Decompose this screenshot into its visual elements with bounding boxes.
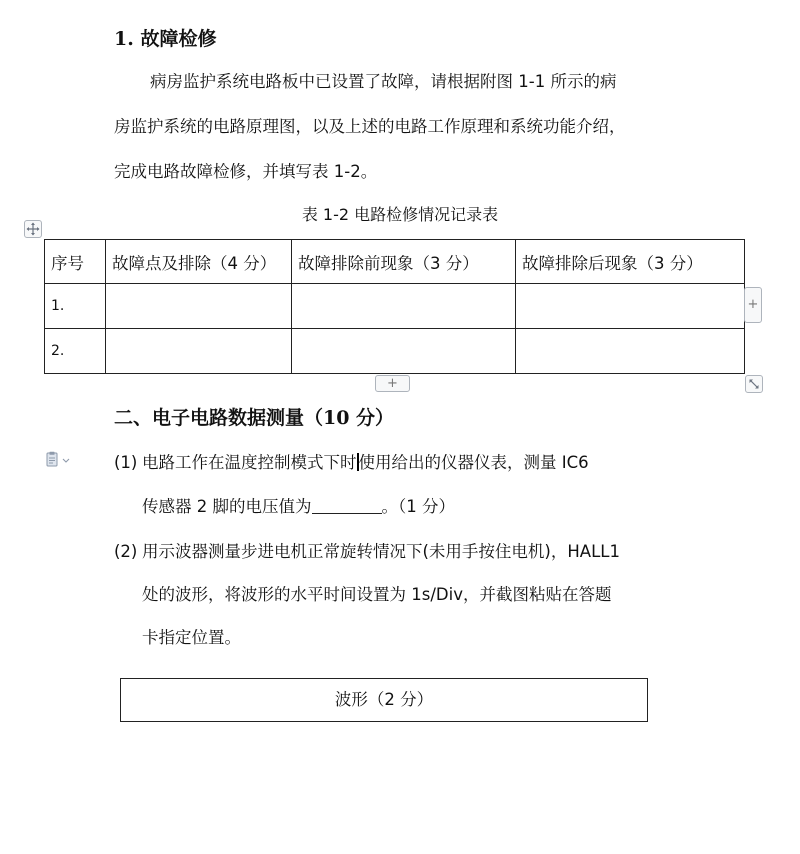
table-cell[interactable] bbox=[292, 329, 516, 374]
item-2-line-1: 用示波器测量步进电机正常旋转情况下(未用手按住电机)，HALL1 bbox=[142, 542, 620, 561]
table-cell[interactable] bbox=[516, 284, 745, 329]
table-header-row bbox=[45, 240, 745, 284]
waveform-box[interactable]: 波形（2 分） bbox=[120, 678, 648, 722]
header-cell-index[interactable]: 序号 bbox=[45, 240, 106, 284]
header-cell-before[interactable]: 故障排除前现象（3 分） bbox=[292, 240, 516, 284]
item-2-line-3: 卡指定位置。 bbox=[142, 628, 241, 647]
resize-icon bbox=[746, 376, 762, 392]
item-1-number: (1) bbox=[114, 453, 138, 472]
repair-record-table bbox=[44, 239, 745, 374]
table-cell[interactable]: 2. bbox=[45, 329, 106, 374]
move-handle-icon bbox=[25, 221, 41, 237]
table-resize-handle[interactable] bbox=[745, 375, 763, 393]
table-row bbox=[45, 329, 745, 374]
item-2-line-2: 处的波形，将波形的水平时间设置为 1s/Div，并截图粘贴在答题 bbox=[142, 585, 612, 604]
table-caption: 表 1-2 电路检修情况记录表 bbox=[301, 205, 499, 224]
table-cell[interactable] bbox=[292, 284, 516, 329]
item-1-line-1 bbox=[142, 451, 589, 475]
item-1-line-2 bbox=[142, 495, 455, 519]
paragraph-line-1: 病房监护系统电路板中已设置了故障，请根据附图 1-1 所示的病 bbox=[150, 72, 617, 91]
table-cell[interactable] bbox=[516, 329, 745, 374]
table-cell[interactable]: 1. bbox=[45, 284, 106, 329]
paragraph-line-3: 完成电路故障检修，并填写表 1-2。 bbox=[114, 162, 378, 181]
item-1-line-2-pre: 传感器 2 脚的电压值为 bbox=[142, 497, 312, 516]
item-1-line-1-post: 使用给出的仪器仪表，测量 IC6 bbox=[358, 453, 589, 472]
answer-blank[interactable] bbox=[312, 497, 382, 514]
header-cell-after[interactable]: 故障排除后现象（3 分） bbox=[516, 240, 745, 284]
paste-options-button[interactable] bbox=[44, 451, 74, 469]
section-2-title: 二、电子电路数据测量（10 分） bbox=[114, 407, 395, 429]
item-2-number: (2) bbox=[114, 542, 138, 561]
add-row-button[interactable]: + bbox=[375, 375, 410, 392]
section-1-title: 1. 故障检修 bbox=[114, 28, 217, 50]
table-cell[interactable] bbox=[106, 284, 292, 329]
item-1-line-1-pre: 电路工作在温度控制模式下时 bbox=[142, 453, 357, 472]
table-move-handle[interactable] bbox=[24, 220, 42, 238]
paragraph-line-2: 房监护系统的电路原理图，以及上述的电路工作原理和系统功能介绍， bbox=[114, 117, 626, 136]
paste-options-icon bbox=[44, 451, 74, 469]
item-1-line-2-post: 。（1 分） bbox=[381, 497, 455, 516]
add-column-button[interactable]: + bbox=[744, 287, 762, 323]
header-cell-fault-point[interactable]: 故障点及排除（4 分） bbox=[106, 240, 292, 284]
table-cell[interactable] bbox=[106, 329, 292, 374]
table-row bbox=[45, 284, 745, 329]
